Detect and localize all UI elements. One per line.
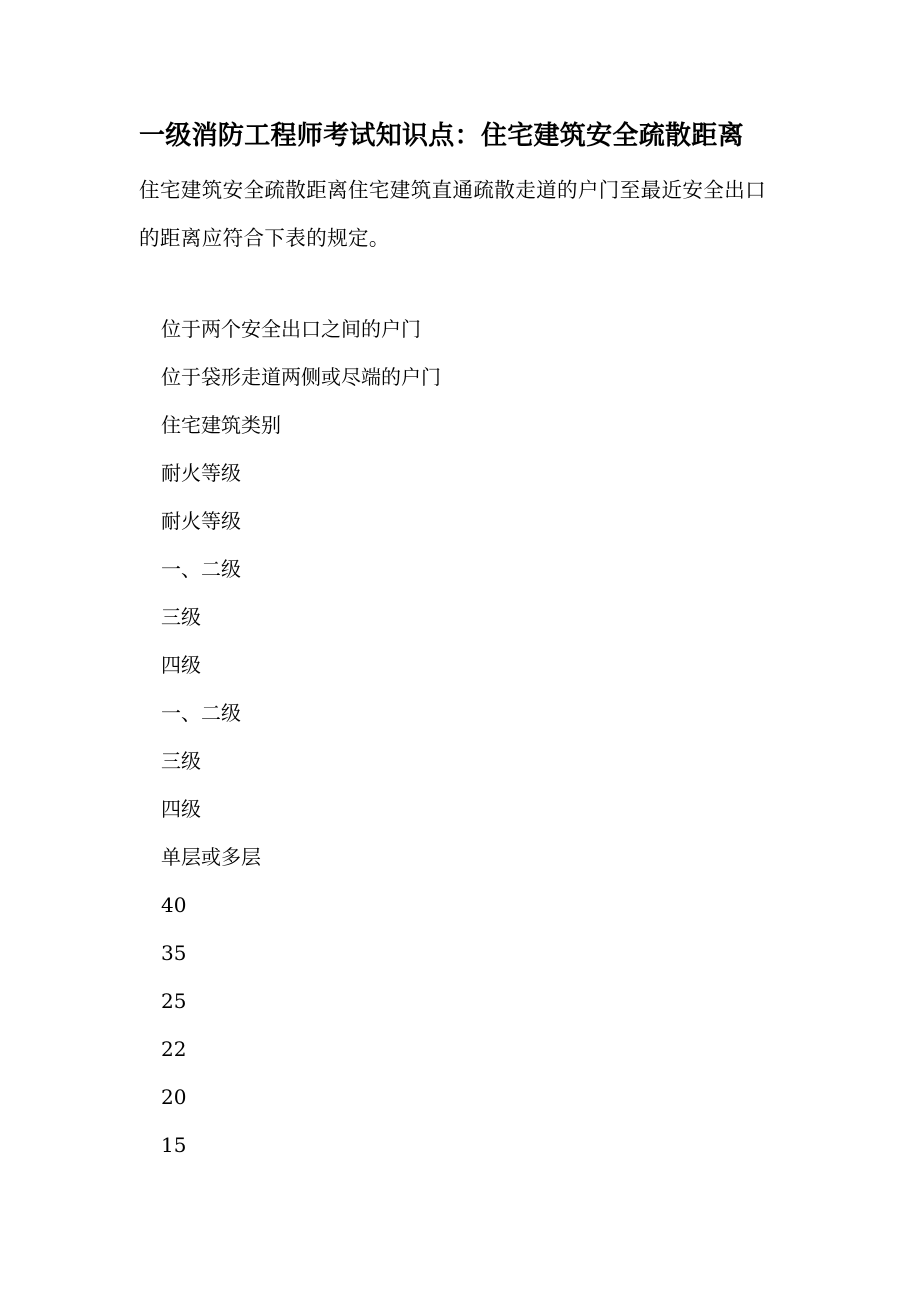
list-item: 四级 [161, 653, 201, 677]
list-item: 20 [161, 1085, 187, 1109]
list-item: 40 [161, 893, 187, 917]
list-item: 耐火等级 [161, 509, 241, 533]
list-item: 35 [161, 941, 187, 965]
table-content-list [161, 305, 441, 1169]
list-item: 15 [161, 1133, 187, 1157]
list-item: 三级 [161, 605, 201, 629]
intro-paragraph: 住宅建筑安全疏散距离住宅建筑直通疏散走道的户门至最近安全出口的距离应符合下表的规定。 [139, 178, 766, 250]
list-item: 耐火等级 [161, 461, 241, 485]
list-item: 单层或多层 [161, 845, 261, 869]
list-item: 四级 [161, 797, 201, 821]
list-item: 位于袋形走道两侧或尽端的户门 [161, 365, 441, 389]
list-item: 三级 [161, 749, 201, 773]
list-item: 一、二级 [161, 557, 241, 581]
list-item: 25 [161, 989, 187, 1013]
list-item: 一、二级 [161, 701, 241, 725]
list-item: 住宅建筑类别 [161, 413, 281, 437]
document-title: 一级消防工程师考试知识点：住宅建筑安全疏散距离 [139, 121, 744, 151]
list-item: 22 [161, 1037, 187, 1061]
list-item: 位于两个安全出口之间的户门 [161, 317, 421, 341]
